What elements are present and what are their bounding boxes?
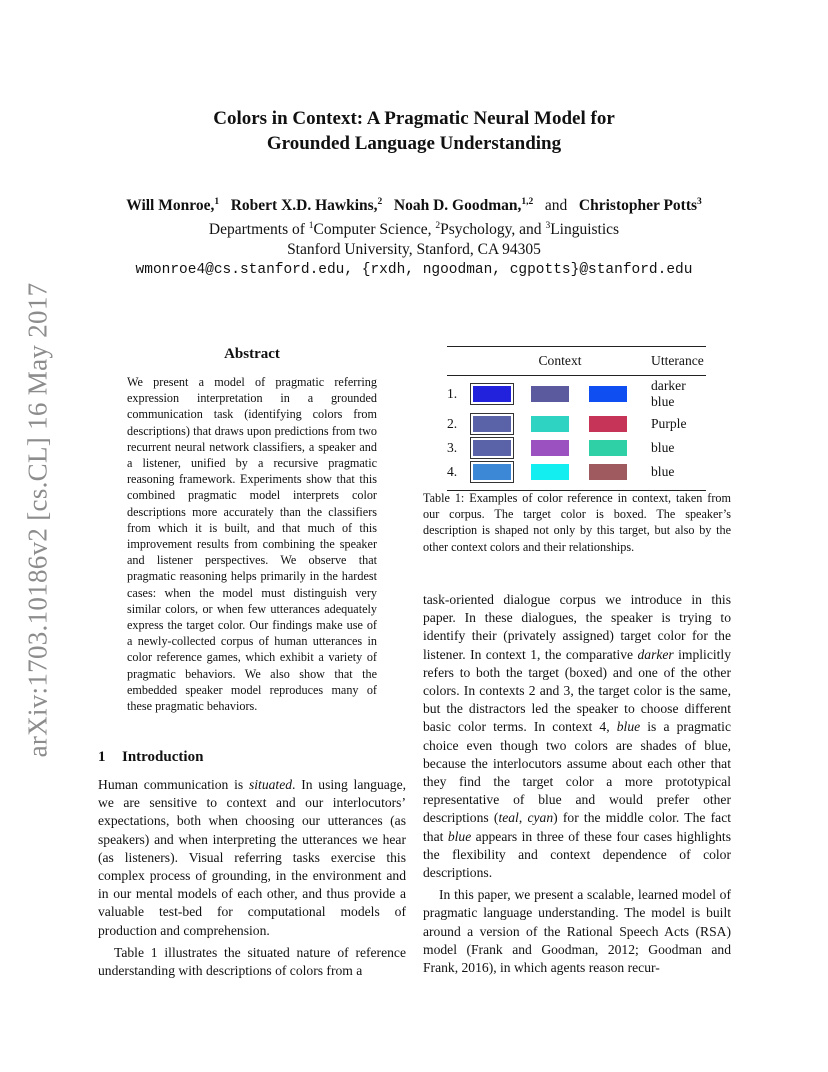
table-body — [447, 376, 706, 491]
departments-line — [0, 216, 828, 240]
paper-title — [0, 106, 828, 156]
dept-cs: Computer Science, — [313, 221, 436, 238]
context-cell — [589, 436, 647, 460]
abstract-heading: Abstract — [224, 346, 280, 362]
header-blank — [447, 347, 473, 376]
utterance-cell: Purple — [651, 416, 687, 431]
context-cell — [531, 436, 589, 460]
author-affiliation-mark: 3 — [697, 197, 702, 207]
distractor-color-swatch — [531, 386, 569, 402]
distractor-color-swatch — [531, 440, 569, 456]
context-cell — [589, 460, 647, 491]
row-number: 1. — [447, 386, 458, 401]
target-color-swatch — [473, 416, 511, 432]
author-affiliation-mark: 1 — [214, 197, 220, 207]
author-affiliation-mark: 2 — [377, 197, 383, 207]
distractor-color-swatch — [589, 464, 627, 480]
text-span: implicitly refers to both the target (boxed) and one of the other colors. In contexts 2 and 3, the target color is the same, but the distractors led the speaker to choose different basic color terms. In context 4, — [423, 646, 731, 735]
title-line-2: Grounded Language Understanding — [266, 133, 562, 154]
text-span: appears in three of these four cases highlights the flexibility and context dependence of color descriptions. — [423, 828, 731, 881]
row-number: 3. — [447, 440, 458, 455]
affiliation-mark: 1 — [308, 221, 314, 231]
utterance-cell: blue — [651, 440, 675, 455]
emphasis: teal — [498, 810, 519, 826]
email-line: wmonroe4@cs.stanford.edu, {rxdh, ngoodman, cgpotts}@stanford.edu — [135, 262, 693, 278]
affiliation-mark: 3 — [545, 221, 551, 231]
paragraph: Table 1 illustrates the situated nature of reference understanding with descriptions of colors from a — [98, 944, 406, 979]
utterance-cell: darker blue — [651, 378, 686, 409]
context-cell — [589, 376, 647, 413]
distractor-color-swatch — [531, 416, 569, 432]
target-color-swatch — [473, 464, 511, 480]
emphasis: situated — [248, 777, 293, 792]
header-context: Context — [473, 347, 647, 376]
distractor-color-swatch — [531, 464, 569, 480]
text-span: ) for the middle color. The fact that — [423, 810, 732, 844]
author-name: Christopher Potts — [578, 197, 698, 214]
right-column-text — [423, 591, 731, 977]
distractor-color-swatch — [589, 386, 627, 402]
arxiv-id-text: arXiv:1703.10186v2 [cs.CL] 16 May 2017 — [22, 282, 53, 758]
emphasis: darker — [637, 646, 674, 662]
author-names — [0, 192, 828, 216]
dept-psych: Psychology, and — [440, 221, 546, 238]
emphasis: cyan — [527, 810, 554, 826]
introduction-text — [98, 776, 406, 980]
context-cell — [531, 460, 589, 491]
section-number: 1 — [98, 749, 106, 765]
emphasis: blue — [616, 719, 641, 735]
dept-prefix: Departments of — [208, 221, 309, 238]
text-span: task-oriented dialogue corpus we introduce in this paper. In these dialogues, the speaker is trying to identify their (privately assigned) target color for the listener. In context 1, the comparative — [423, 592, 731, 662]
header-utterance: Utterance — [647, 347, 706, 376]
row-number: 2. — [447, 416, 458, 431]
abstract-text: We present a model of pragmatic referring expression interpretation in a grounded communication task (identifying colors from descriptions) that draws upon predictions from two recurrent neural network classifiers, a speaker and a listener, unified by a recursive pragmatic reasoning framework. Experiments show that this combined pragmatic model interprets color descriptions more accurately than the classifiers from which it is built, and that much of this improvement results from combining the speaker and listener perspectives. We observe that pragmatic reasoning helps primarily in the hardest cases: when the model must distinguish very similar colors, or when few utterances adequately express the target color. Our findings make use of a newly-collected corpus of human utterances in color reference games, which exhibit a variety of pragmatic behaviors. We also show that the embedded speaker model reproduces many of these pragmatic behaviors. — [127, 375, 377, 714]
context-cell — [473, 436, 531, 460]
author-name: Robert X.D. Hawkins, — [230, 197, 378, 214]
text-span: is a pragmatic choice even though two colors are shades of blue, because the interlocutors assume about each other that they find the target color a more prototypical representative of blue and would prefer other descriptions ( — [423, 719, 731, 826]
section-title: Introduction — [122, 749, 204, 765]
dept-ling: Linguistics — [550, 221, 620, 238]
table-1-color-examples — [447, 346, 706, 491]
context-cell — [531, 412, 589, 436]
context-cell — [473, 376, 531, 413]
author-block — [0, 192, 828, 280]
target-color-swatch — [473, 386, 511, 402]
and-word: and — [544, 197, 568, 214]
paragraph — [98, 776, 406, 940]
author-affiliation-mark: 1,2 — [521, 197, 534, 207]
paragraph: In this paper, we present a scalable, learned model of pragmatic language understanding. The model is built around a version of the Rational Speech Acts (RSA) model (Frank and Goodman, 2012; Goodman and Frank, 2016), in which agents reason recur- — [423, 887, 731, 976]
title-line-1: Colors in Context: A Pragmatic Neural Model for — [213, 108, 615, 129]
section-heading-introduction — [98, 749, 406, 766]
distractor-color-swatch — [589, 416, 627, 432]
row-number: 4. — [447, 460, 473, 491]
context-cell — [473, 460, 531, 491]
table-1-caption: Table 1: Examples of color reference in context, taken from our corpus. The target color is boxed. The speaker’s description is shaped not only by this target, but also by the other context colors and their relationships. — [423, 491, 731, 554]
table-row — [447, 376, 706, 413]
paragraph — [423, 591, 731, 882]
author-name: Noah D. Goodman, — [393, 197, 522, 214]
context-cell — [589, 412, 647, 436]
distractor-color-swatch — [589, 440, 627, 456]
context-cell — [473, 412, 531, 436]
university-line: Stanford University, Stanford, CA 94305 — [287, 241, 541, 258]
arxiv-identifier-stamp — [8, 280, 68, 760]
target-color-swatch — [473, 440, 511, 456]
text-span: . In using language, we are sensitive to context and our interlocutors’ expectations, both when choosing our utterances (as speakers) and when interpreting the utterances we hear (as listeners). Visual referring tasks exercise this complex process of grounding, in the environment and in our mental models of each other, and thus provide a valuable test-bed for computational models of production and comprehension. — [98, 777, 407, 938]
context-cell — [531, 376, 589, 413]
text-span: Human communication is — [98, 777, 249, 792]
table-row — [447, 436, 706, 460]
utterance-cell: blue — [647, 460, 706, 491]
emphasis: blue — [447, 828, 472, 844]
table-row — [447, 460, 706, 491]
author-name: Will Monroe, — [126, 197, 215, 214]
table-header-row — [447, 347, 706, 376]
text-span: , — [518, 810, 528, 826]
table-row — [447, 412, 706, 436]
affiliation-mark: 2 — [435, 221, 441, 231]
